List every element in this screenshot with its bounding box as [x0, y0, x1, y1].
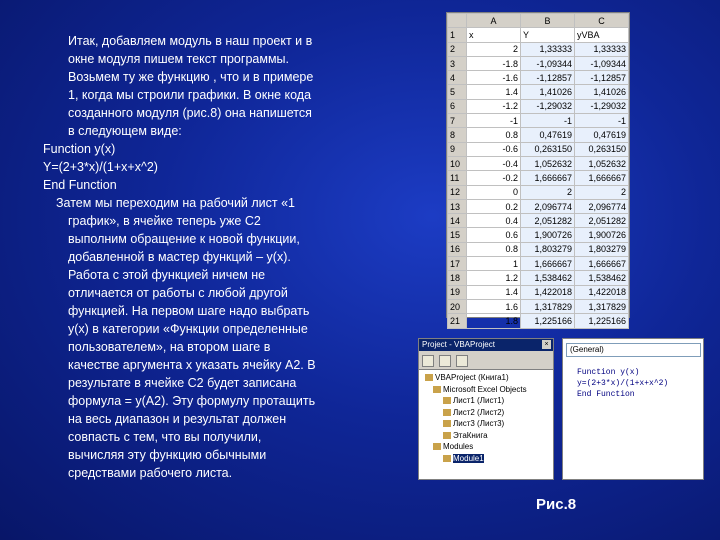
cell-c[interactable]: 1,900726 [575, 228, 629, 242]
cell-a[interactable]: 2 [467, 42, 521, 56]
cell-c[interactable]: 0,263150 [575, 142, 629, 156]
tree-item-label: Microsoft Excel Objects [443, 384, 527, 394]
table-row [448, 85, 629, 99]
cell-a[interactable]: 0.4 [467, 214, 521, 228]
text-line: средствами рабочего листа. [68, 466, 233, 480]
text-line: Работа с этой функцией ничем не [68, 268, 266, 282]
tree-item-label: Modules [443, 442, 474, 451]
cell-a[interactable]: 1.6 [467, 299, 521, 313]
folder-icon [443, 420, 451, 427]
cell-b[interactable]: 2,051282 [521, 214, 575, 228]
table-row [448, 228, 629, 242]
code-line: Function y(x) [43, 142, 116, 156]
code-line: End Function [577, 390, 635, 399]
tree-item[interactable] [421, 384, 553, 396]
select-all-corner[interactable] [448, 14, 467, 28]
view-code-icon[interactable] [422, 355, 434, 367]
cell-a[interactable]: -1.6 [467, 71, 521, 85]
row-header[interactable]: 12 [448, 185, 467, 199]
folder-icon [433, 386, 441, 393]
tree-item[interactable] [421, 407, 553, 419]
paragraph-1-first-line: Итак, добавляем модуль в наш проект и в [68, 34, 313, 48]
row-header[interactable]: 1 [448, 28, 467, 42]
row-header[interactable]: 8 [448, 128, 467, 142]
cell-c[interactable]: yVBA [575, 28, 629, 42]
cell-b[interactable]: 2,096774 [521, 199, 575, 213]
folder-icon [443, 409, 451, 416]
cell-b[interactable]: 1,666667 [521, 257, 575, 271]
cell-b[interactable]: 1,666667 [521, 171, 575, 185]
cell-b[interactable]: 1,33333 [521, 42, 575, 56]
toggle-folders-icon[interactable] [456, 355, 468, 367]
table-row [448, 171, 629, 185]
tree-item-label: ЭтаКнига [453, 430, 488, 440]
table-row [448, 99, 629, 113]
text-line: на весь диапазон и результат должен [68, 412, 287, 426]
tree-item[interactable] [421, 441, 553, 453]
cell-a[interactable]: 0.8 [467, 242, 521, 256]
table-row [448, 156, 629, 170]
tree-item-label: Module1 [453, 453, 484, 463]
cell-a[interactable]: 1 [467, 257, 521, 271]
row-header[interactable]: 21 [448, 314, 467, 328]
cell-c[interactable]: 1,422018 [575, 285, 629, 299]
text-line: формула = y(A2). Эту формулу протащить [68, 394, 316, 408]
tree-item-label: Лист1 (Лист1) [453, 396, 505, 405]
cell-b[interactable]: -1 [521, 114, 575, 128]
cell-c[interactable]: 1,41026 [575, 85, 629, 99]
tree-item-label: Лист2 (Лист2) [453, 407, 505, 417]
cell-b[interactable]: 1,538462 [521, 271, 575, 285]
cell-a[interactable]: 0.6 [467, 228, 521, 242]
row-header[interactable]: 4 [448, 71, 467, 85]
text-line: вычисляя эту функцию обычными [68, 448, 267, 462]
folder-icon [425, 374, 433, 381]
cell-c[interactable]: 1,538462 [575, 271, 629, 285]
tree-item[interactable] [421, 418, 553, 430]
cell-a[interactable]: -0.2 [467, 171, 521, 185]
cell-b[interactable]: 1,900726 [521, 228, 575, 242]
cell-b[interactable]: Y [521, 28, 575, 42]
table-row [448, 114, 629, 128]
tree-item[interactable] [421, 430, 553, 442]
cell-a[interactable]: x [467, 28, 521, 42]
cell-c[interactable]: 1,666667 [575, 171, 629, 185]
table-row [448, 28, 629, 42]
cell-a[interactable]: 0.8 [467, 128, 521, 142]
table-row [448, 71, 629, 85]
table-row [448, 242, 629, 256]
code-line: Y=(2+3*x)/(1+x+x^2) [43, 160, 158, 174]
row-header[interactable]: 20 [448, 299, 467, 313]
cell-c[interactable]: 1,666667 [575, 257, 629, 271]
table-row [448, 42, 629, 56]
view-object-icon[interactable] [439, 355, 451, 367]
cell-a[interactable]: -0.6 [467, 142, 521, 156]
row-header[interactable]: 16 [448, 242, 467, 256]
folder-icon [443, 432, 451, 439]
cell-b[interactable]: 0,263150 [521, 142, 575, 156]
row-header[interactable]: 9 [448, 142, 467, 156]
row-header[interactable]: 2 [448, 42, 467, 56]
cell-c[interactable]: -1 [575, 114, 629, 128]
cell-b[interactable]: -1,09344 [521, 56, 575, 70]
tree-item-label: Лист3 (Лист3) [453, 419, 505, 428]
text-line: функцией. На первом шаге надо выбрать [68, 304, 310, 318]
cell-b[interactable]: 2 [521, 185, 575, 199]
cell-c[interactable]: 1,803279 [575, 242, 629, 256]
cell-c[interactable]: 1,052632 [575, 156, 629, 170]
folder-icon [443, 397, 451, 404]
cell-b[interactable]: 1,317829 [521, 299, 575, 313]
cell-a[interactable]: 1.4 [467, 285, 521, 299]
cell-c[interactable]: 1,225166 [575, 314, 629, 328]
paragraph-2 [40, 212, 370, 482]
column-header[interactable]: C [575, 14, 629, 28]
row-header[interactable]: 18 [448, 271, 467, 285]
text-line: в следующем виде: [68, 124, 182, 138]
paragraph-1 [40, 50, 370, 140]
row-header[interactable]: 15 [448, 228, 467, 242]
vba-project-window [418, 338, 554, 480]
cell-a[interactable]: 0.2 [467, 199, 521, 213]
table-row [448, 214, 629, 228]
code-listing [40, 140, 370, 194]
row-header[interactable]: 17 [448, 257, 467, 271]
table-row [448, 56, 629, 70]
text-line: пользователем», на втором шаге в [68, 340, 271, 354]
table-row [448, 271, 629, 285]
figure-caption: Рис.8 [536, 496, 577, 513]
excel-sheet [446, 12, 630, 326]
cell-a[interactable]: 1.4 [467, 85, 521, 99]
close-icon[interactable]: × [542, 340, 551, 349]
text-line: окне модуля пишем текст программы. [68, 52, 289, 66]
code-line: End Function [43, 178, 117, 192]
cell-c[interactable]: -1,12857 [575, 71, 629, 85]
table-row [448, 314, 629, 328]
cell-c[interactable]: 2,051282 [575, 214, 629, 228]
folder-icon [443, 455, 451, 462]
slide-text [40, 32, 370, 482]
cell-b[interactable]: -1,29032 [521, 99, 575, 113]
table-row [448, 185, 629, 199]
vba-project-title [419, 339, 553, 351]
row-header[interactable]: 5 [448, 85, 467, 99]
code-line: Function y(x) [577, 368, 640, 377]
vba-project-title-text: Project - VBAProject [422, 340, 495, 349]
row-header[interactable]: 14 [448, 214, 467, 228]
table-row [448, 128, 629, 142]
text-line: 1, когда мы строили графики. В окне кода [68, 88, 312, 102]
code-line: y=(2+3*x)/(1+x+x^2) [577, 379, 669, 388]
cell-b[interactable]: -1,12857 [521, 71, 575, 85]
column-header[interactable]: B [521, 14, 575, 28]
cell-a[interactable]: 1.8 [467, 314, 521, 328]
cell-b[interactable]: 0,47619 [521, 128, 575, 142]
cell-c[interactable]: 1,317829 [575, 299, 629, 313]
cell-b[interactable]: 1,803279 [521, 242, 575, 256]
sheet-table [447, 13, 629, 329]
cell-c[interactable]: -1,29032 [575, 99, 629, 113]
vba-code-window [562, 338, 704, 480]
paragraph-2-first-line: Затем мы переходим на рабочий лист «1 [56, 196, 296, 210]
cell-b[interactable]: 1,41026 [521, 85, 575, 99]
row-header[interactable]: 13 [448, 199, 467, 213]
text-line: график», в ячейке теперь уже С2 [68, 214, 261, 228]
row-header[interactable]: 3 [448, 56, 467, 70]
cell-a[interactable]: -1.8 [467, 56, 521, 70]
vba-toolbar [419, 351, 553, 370]
cell-a[interactable]: 0 [467, 185, 521, 199]
folder-icon [433, 443, 441, 450]
object-dropdown[interactable]: (General) [566, 343, 701, 357]
cell-c[interactable]: 2 [575, 185, 629, 199]
tree-item-label: VBAProject (Книга1) [435, 373, 509, 382]
cell-c[interactable]: 2,096774 [575, 199, 629, 213]
cell-b[interactable]: 1,225166 [521, 314, 575, 328]
tree-item[interactable] [421, 372, 553, 384]
text-line: отличается от работы с любой другой [68, 286, 288, 300]
row-header[interactable]: 11 [448, 171, 467, 185]
table-row [448, 142, 629, 156]
text-line: качестве аргумента х указать ячейку А2. В [68, 358, 316, 372]
column-header[interactable]: A [467, 14, 521, 28]
table-row [448, 299, 629, 313]
tree-item[interactable] [421, 453, 553, 465]
text-line: добавленной в мастер функций – y(x). [68, 250, 291, 264]
row-header[interactable]: 7 [448, 114, 467, 128]
table-row [448, 285, 629, 299]
cell-a[interactable]: -0.4 [467, 156, 521, 170]
text-line: результате в ячейке С2 будет записана [68, 376, 297, 390]
text-line: выполним обращение к новой функции, [68, 232, 300, 246]
text-line: созданного модуля (рис.8) она напишется [68, 106, 312, 120]
column-header-row [448, 14, 629, 28]
cell-b[interactable]: 1,052632 [521, 156, 575, 170]
row-header[interactable]: 19 [448, 285, 467, 299]
cell-c[interactable]: 1,33333 [575, 42, 629, 56]
row-header[interactable]: 10 [448, 156, 467, 170]
code-editor[interactable] [577, 367, 668, 400]
cell-c[interactable]: -1,09344 [575, 56, 629, 70]
table-row [448, 199, 629, 213]
text-line: y(x) в категории «Функции определенные [68, 322, 308, 336]
vba-project-tree [419, 370, 553, 464]
table-row [448, 257, 629, 271]
text-line: Возьмем ту же функцию , что и в примере [68, 70, 314, 84]
cell-c[interactable]: 0,47619 [575, 128, 629, 142]
cell-a[interactable]: 1.2 [467, 271, 521, 285]
cell-b[interactable]: 1,422018 [521, 285, 575, 299]
row-header[interactable]: 6 [448, 99, 467, 113]
cell-a[interactable]: -1.2 [467, 99, 521, 113]
text-line: совпасть с тем, что вы получили, [68, 430, 262, 444]
cell-a[interactable]: -1 [467, 114, 521, 128]
tree-item[interactable] [421, 395, 553, 407]
